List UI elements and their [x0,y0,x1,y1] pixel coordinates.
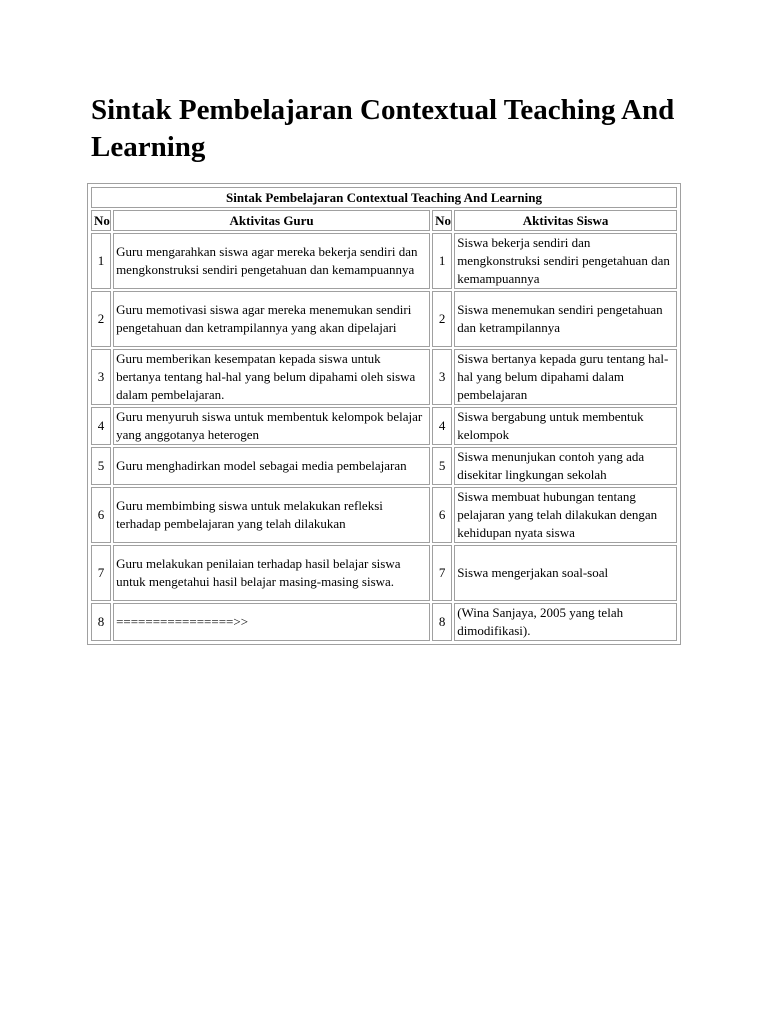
siswa-activity: Siswa membuat hubungan tentang pelajaran yang telah dilakukan dengan kehidupan nyata siswa [454,487,677,543]
row-number-guru: 6 [91,487,111,543]
row-number-guru: 1 [91,233,111,289]
syntax-table-frame [87,183,681,645]
table-row [91,603,677,641]
guru-activity: ================>> [113,603,430,641]
guru-activity: Guru menghadirkan model sebagai media pembelajaran [113,447,430,485]
guru-activity: Guru memotivasi siswa agar mereka menemukan sendiri pengetahuan dan ketrampilannya yang akan dipelajari [113,291,430,347]
siswa-activity: Siswa bekerja sendiri dan mengkonstruksi sendiri pengetahuan dan kemampuannya [454,233,677,289]
table-row [91,291,677,347]
siswa-activity: (Wina Sanjaya, 2005 yang telah dimodifikasi). [454,603,677,641]
row-number-siswa: 4 [432,407,452,445]
table-header-row [91,210,677,231]
row-number-siswa: 7 [432,545,452,601]
guru-activity: Guru menyuruh siswa untuk membentuk kelompok belajar yang anggotanya heterogen [113,407,430,445]
row-number-siswa: 5 [432,447,452,485]
table-row [91,407,677,445]
row-number-guru: 8 [91,603,111,641]
guru-activity: Guru mengarahkan siswa agar mereka bekerja sendiri dan mengkonstruksi sendiri pengetahuan dan kemampuannya [113,233,430,289]
table-row [91,233,677,289]
row-number-guru: 4 [91,407,111,445]
row-number-guru: 2 [91,291,111,347]
guru-activity: Guru melakukan penilaian terhadap hasil belajar siswa untuk mengetahui hasil belajar masing-masing siswa. [113,545,430,601]
table-caption: Sintak Pembelajaran Contextual Teaching And Learning [91,187,677,208]
siswa-activity: Siswa menemukan sendiri pengetahuan dan ketrampilannya [454,291,677,347]
siswa-activity: Siswa bertanya kepada guru tentang hal-hal yang belum dipahami dalam pembelajaran [454,349,677,405]
row-number-siswa: 8 [432,603,452,641]
row-number-siswa: 3 [432,349,452,405]
siswa-activity: Siswa menunjukan contoh yang ada disekitar lingkungan sekolah [454,447,677,485]
header-no-siswa: No [432,210,452,231]
header-aktivitas-guru: Aktivitas Guru [113,210,430,231]
table-row [91,487,677,543]
row-number-guru: 5 [91,447,111,485]
table-row [91,349,677,405]
guru-activity: Guru memberikan kesempatan kepada siswa untuk bertanya tentang hal-hal yang belum dipahami oleh siswa dalam pembelajaran. [113,349,430,405]
siswa-activity: Siswa bergabung untuk membentuk kelompok [454,407,677,445]
table-caption-row [91,187,677,208]
guru-activity: Guru membimbing siswa untuk melakukan refleksi terhadap pembelajaran yang telah dilakukan [113,487,430,543]
row-number-siswa: 2 [432,291,452,347]
table-row [91,447,677,485]
header-no-guru: No [91,210,111,231]
syntax-table [89,185,679,643]
row-number-guru: 3 [91,349,111,405]
siswa-activity: Siswa mengerjakan soal-soal [454,545,677,601]
row-number-guru: 7 [91,545,111,601]
row-number-siswa: 6 [432,487,452,543]
header-aktivitas-siswa: Aktivitas Siswa [454,210,677,231]
page-title: Sintak Pembelajaran Contextual Teaching And Learning [91,94,675,163]
table-row [91,545,677,601]
row-number-siswa: 1 [432,233,452,289]
